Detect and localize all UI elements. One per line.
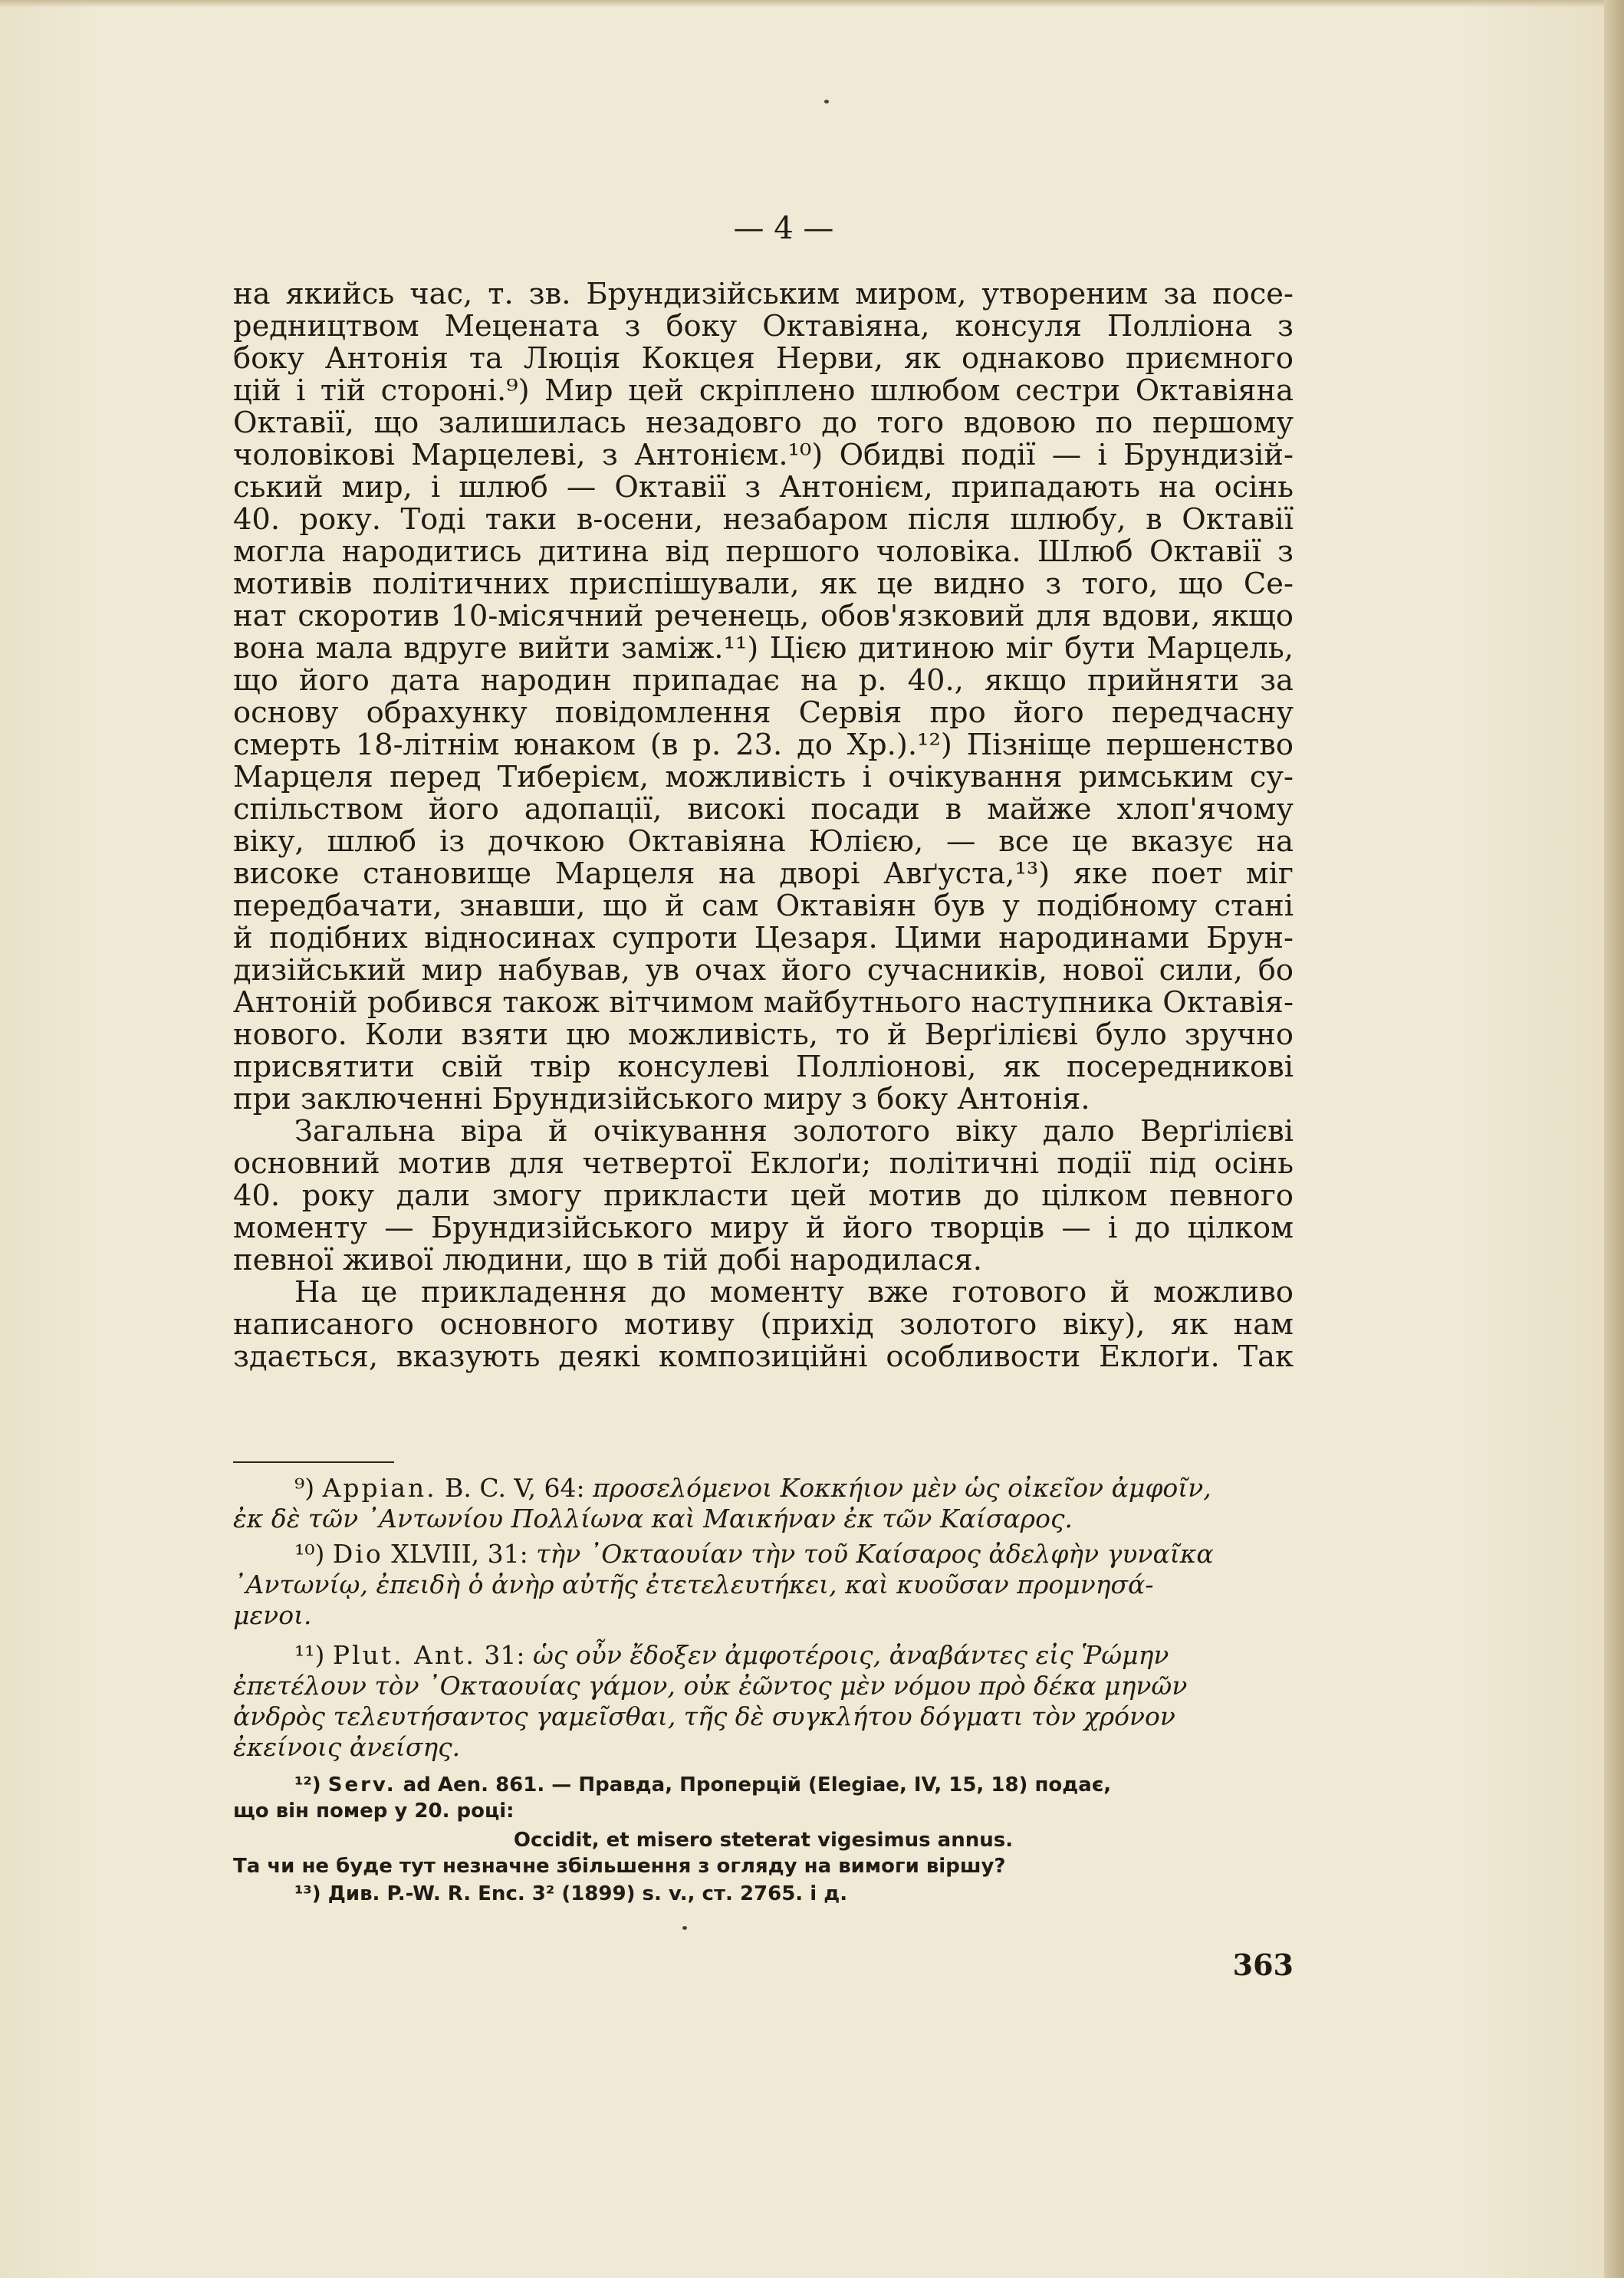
page-right-edge bbox=[1604, 0, 1624, 2278]
text-line: цій і тій стороні.⁹) Мир цей скріплено шлюбом сестри Октавіяна bbox=[233, 373, 1294, 408]
text-line: що його дата народин припадає на р. 40., якщо прийняти за bbox=[233, 663, 1294, 698]
text-line: на якийсь час, т. зв. Брундизійським миром, утвореним за посе- bbox=[233, 277, 1294, 311]
text-line: 40. року. Тоді таки в-осени, незабаром після шлюбу, в Октавії bbox=[233, 502, 1294, 537]
text-line: могла народитись дитина від першого чоловіка. Шлюб Октавії з bbox=[233, 534, 1294, 569]
text-line: На це прикладення до моменту вже готового й можливо bbox=[294, 1275, 1294, 1310]
text-line: при заключенні Брундизійського миру з боку Антонія. bbox=[233, 1082, 1090, 1116]
footnote-line: ἐπετέλουν τὸν ᾿Οκταουίας γάμον, οὐκ ἐῶντος μὲν νόμου πρὸ δέκα μηνῶν bbox=[233, 1671, 1188, 1701]
footnote-source: Plut. Ant. bbox=[332, 1640, 476, 1670]
footnote-label: ¹²) bbox=[294, 1773, 328, 1796]
text-line: здається, вказують деякі композиційні особливости Еклоґи. Так bbox=[233, 1340, 1294, 1374]
footnote-line: Та чи не буде тут незначне збільшення з огляду на вимоги віршу? bbox=[233, 1855, 1006, 1878]
text-line: боку Антонія та Люція Кокцея Нерви, як однаково приємного bbox=[233, 341, 1294, 376]
greek-text: ὡς οὖν ἔδοξεν ἀμφοτέροις, ἀναβάντες εἰς Ῥώμην bbox=[533, 1640, 1169, 1670]
text-line: Октавії, що залишилась незадовго до того вдовою по першому bbox=[233, 406, 1294, 440]
text-line: вона мала вдруге вийти заміж.¹¹) Цією дитиною міг бути Марцель, bbox=[233, 631, 1294, 666]
footnote-11 bbox=[294, 1640, 1294, 1671]
footnote-ref: 31: bbox=[475, 1640, 534, 1670]
footnote-ref: XLVIII, 31: bbox=[383, 1539, 537, 1569]
footnote-line: ἀνδρὸς τελευτήσαντος γαμεῖσθαι, τῆς δὲ συγκλήτου δόγματι τὸν χρόνον bbox=[233, 1701, 1175, 1731]
page-top-edge bbox=[0, 0, 1624, 8]
footnote-label: ¹⁰) bbox=[294, 1539, 333, 1569]
text-line: нат скоротив 10-місячний реченець, обов'язковий для вдови, якщо bbox=[233, 599, 1294, 633]
text-line: смерть 18-літнім юнаком (в р. 23. до Хр.).¹²) Пізніще першенство bbox=[233, 728, 1294, 762]
page-number: — 4 — bbox=[733, 211, 834, 246]
text-line: передбачати, знавши, що й сам Октавіян був у подібному стані bbox=[233, 889, 1294, 923]
footnote-source: Serv. bbox=[327, 1773, 396, 1796]
text-line: редництвом Мецената з боку Октавіяна, консуля Полліона з bbox=[233, 309, 1294, 344]
text-line: моменту — Брундизійського миру й його творців — і до цілком bbox=[233, 1211, 1294, 1245]
footnote-line: ᾿Αντωνίῳ, ἐπειδὴ ὁ ἀνὴρ αὐτῆς ἐτετελευτήκει, καὶ κυοῦσαν προμνησά- bbox=[233, 1570, 1154, 1599]
text-line: Марцеля перед Тиберієм, можливість і очікування римським су- bbox=[233, 760, 1294, 794]
text-line: нового. Коли взяти цю можливість, то й Верґілієві було зручно bbox=[233, 1017, 1294, 1052]
footnote-line: μενοι. bbox=[233, 1600, 312, 1630]
footnote-text: Див. P.-W. R. Enc. 3² (1899) s. v., ст. 2765. і д. bbox=[327, 1882, 848, 1905]
text-line: основний мотив для четвертої Еклоґи; політичні події під осінь bbox=[233, 1146, 1294, 1181]
footnote-line: що він помер у 20. році: bbox=[233, 1800, 514, 1823]
text-line: чоловікові Марцелеві, з Антонієм.¹⁰) Обидві події — і Брундизій- bbox=[233, 438, 1294, 472]
text-line: Антоній робився також вітчимом майбутнього наступника Октавія- bbox=[233, 985, 1294, 1020]
print-speck bbox=[824, 100, 829, 104]
text-line: Загальна віра й очікування золотого віку дало Верґілієві bbox=[294, 1114, 1294, 1149]
print-speck bbox=[682, 1926, 687, 1930]
footnote-label: ¹¹) bbox=[294, 1640, 333, 1670]
footnote-label: ¹³) bbox=[294, 1882, 328, 1905]
greek-text: προσελόμενοι Κοκκήιον μὲν ὡς οἰκεῖον ἀμφοῖν, bbox=[593, 1473, 1211, 1503]
text-line: мотивів політичних приспішували, як це видно з того, що Се- bbox=[233, 567, 1294, 601]
footnote-source: Appian. bbox=[322, 1473, 437, 1503]
footnote-13 bbox=[294, 1882, 1294, 1905]
footnote-12 bbox=[294, 1773, 1294, 1796]
text-line: присвятити свій твір консулеві Полліонові, як посередникові bbox=[233, 1050, 1294, 1084]
footnote-source: Dio bbox=[332, 1539, 383, 1569]
footnote-label: ⁹) bbox=[294, 1473, 323, 1503]
footnote-10 bbox=[294, 1539, 1294, 1570]
text-line: дизійський мир набував, ув очах його сучасників, нової сили, бо bbox=[233, 953, 1294, 988]
footnote-line: ἐκείνοις ἀνείσης. bbox=[233, 1732, 461, 1762]
text-line: 40. року дали змогу прикласти цей мотив до цілком певного bbox=[233, 1178, 1294, 1213]
footnote-ref: B. C. V, 64: bbox=[436, 1473, 593, 1503]
text-line: спільством його адопації, високі посади в майже хлоп'ячому bbox=[233, 792, 1294, 827]
text-line: основу обрахунку повідомлення Сервія про його передчасну bbox=[233, 695, 1294, 730]
footnote-quote: Occidit, et misero steterat vigesimus annus. bbox=[513, 1829, 1014, 1852]
folio-number: 363 bbox=[1232, 1948, 1294, 1982]
text-line: написаного основного мотиву (прихід золотого віку), як нам bbox=[233, 1307, 1294, 1342]
text-line: певної живої людини, що в тій добі народилася. bbox=[233, 1243, 982, 1277]
footnote-separator bbox=[233, 1461, 394, 1463]
greek-text: τὴν ᾿Οκταουίαν τὴν τοῦ Καίσαρος ἀδελφὴν γυναῖκα bbox=[536, 1539, 1214, 1569]
footnote-line: ἐκ δὲ τῶν ᾿Αντωνίου Πολλίωνα καὶ Μαικήναν ἐκ τῶν Καίσαρος. bbox=[233, 1504, 1073, 1533]
footnote-text: ad Aen. 861. — Правда, Проперцій (Elegiae, IV, 15, 18) подає, bbox=[396, 1773, 1112, 1796]
text-line: віку, шлюб із дочкою Октавіяна Юлією, — все це вказує на bbox=[233, 824, 1294, 859]
text-line: й подібних відносинах супроти Цезаря. Цими народинами Брун- bbox=[233, 921, 1294, 955]
text-line: ський мир, і шлюб — Октавії з Антонієм, припадають на осінь bbox=[233, 470, 1294, 505]
text-line: високе становище Марцеля на дворі Авґуста,¹³) яке поет міг bbox=[233, 856, 1294, 891]
footnote-9 bbox=[294, 1473, 1294, 1504]
